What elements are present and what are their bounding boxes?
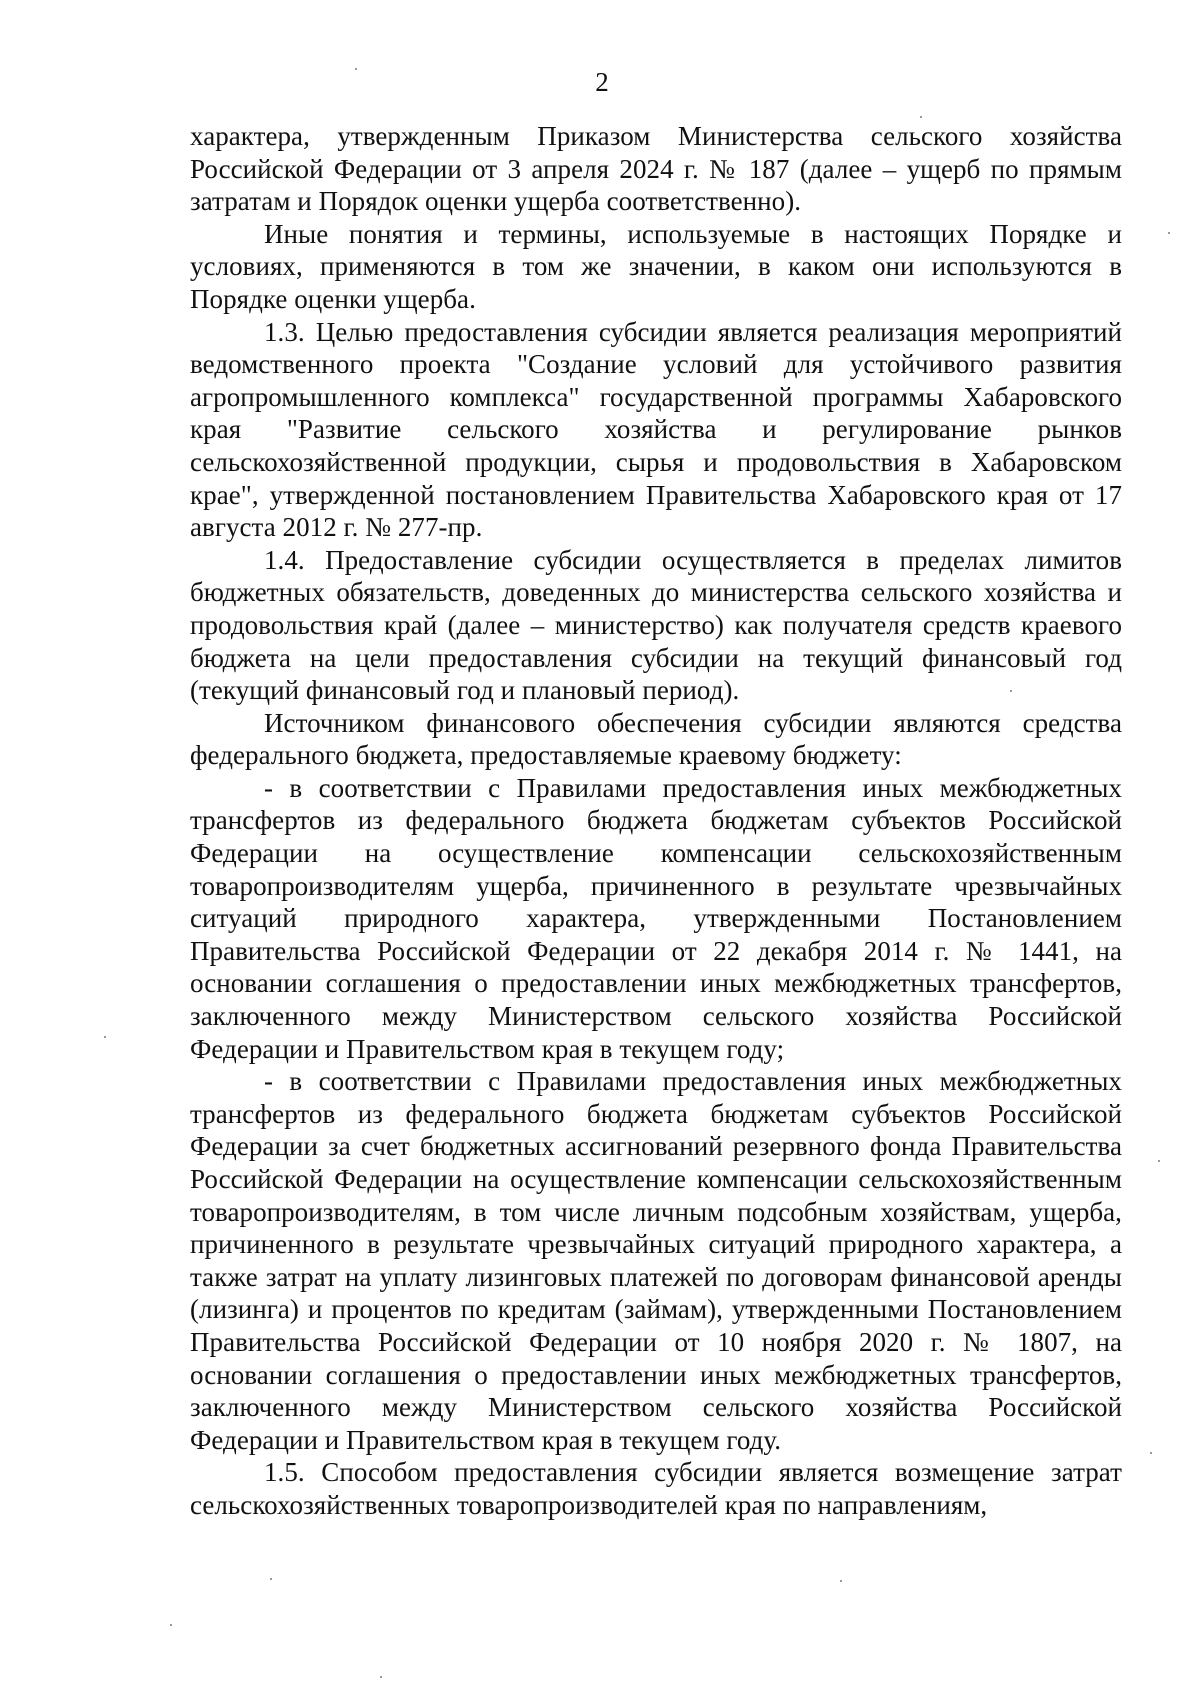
paragraph-funding-item-2: - в соответствии с Правилами предоставления иных межбюджетных трансфертов из федерального бюджета бюджетам субъектов Российской Федерации за счет бюджетных ассигнований резервного фонда Правительства Российской Федерации на осуществление компенсации сельскохозяйственным товаропроизводителям, в том числе личным подсобным хозяйствам, ущерба, причиненного в результате чрезвычайных ситуаций природного характера, а также затрат на уплату лизинговых платежей по договорам финансовой аренды (лизинга) и процентов по кредитам (займам), утвержденными Постановлением Правительства Российской Федерации от 10 ноября 2020 г. № 1807, на основании соглашения о предоставлении иных межбюджетных трансфертов, заключенного между Министерством сельского хозяйства Российской Федерации и Правительством края в текущем году. — [190, 1066, 1122, 1455]
scan-speck — [270, 1578, 272, 1580]
paragraph-funding-source: Источником финансового обеспечения субсидии являются средства федерального бюджета, предоставляемые краевому бюджету: — [190, 707, 1122, 771]
paragraph-1-5-method: 1.5. Способом предоставления субсидии является возмещение затрат сельскохозяйственных товаропроизводителей края по направлениям, — [190, 1457, 1122, 1520]
document-body — [190, 120, 1122, 1522]
scan-speck — [840, 1580, 842, 1582]
scan-speck — [355, 68, 357, 70]
scan-speck — [920, 116, 922, 118]
paragraph-other-terms: Иные понятия и термины, используемые в настоящих Порядке и условиях, применяются в том же значении, в каком они используются в Порядке оценки ущерба. — [190, 218, 1122, 314]
scan-speck — [1158, 1160, 1160, 1162]
scan-speck — [1168, 232, 1170, 234]
scan-speck — [1010, 690, 1012, 692]
scan-speck — [380, 1676, 382, 1678]
paragraph-damage-definition: характера, утвержденным Приказом Министерства сельского хозяйства Российской Федерации от 3 апреля 2024 г. № 187 (далее – ущерб по прямым затратам и Порядок оценки ущерба соответственно). — [190, 121, 1122, 217]
scan-speck — [104, 1036, 106, 1038]
paragraph-funding-item-1: - в соответствии с Правилами предоставления иных межбюджетных трансфертов из федерального бюджета бюджетам субъектов Российской Федерации на осуществление компенсации сельскохозяйственным товаропроизводителям ущерба, причиненного в результате чрезвычайных ситуаций природного характера, утвержденными Постановлением Правительства Российской Федерации от 22 декабря 2014 г. № 1441, на основании соглашения о предоставлении иных межбюджетных трансфертов, заключенного между Министерством сельского хозяйства Российской Федерации и Правительством края в текущем году; — [190, 772, 1122, 1064]
page-number: 2 — [595, 67, 609, 97]
paragraph-1-3-purpose: 1.3. Целью предоставления субсидии является реализация мероприятий ведомственного проекта "Создание условий для устойчивого развития агропромышленного комплекса" государственной программы Хабаровского края "Развитие сельского хозяйства и регулирование рынков сельскохозяйственной продукции, сырья и продовольствия в Хабаровском крае", утвержденной постановлением Правительства Хабаровского края от 17 августа 2012 г. № 277-пр. — [190, 316, 1122, 543]
paragraph-1-4-limits: 1.4. Предоставление субсидии осуществляется в пределах лимитов бюджетных обязательств, доведенных до министерства сельского хозяйства и продовольствия край (далее – министерство) как получателя средств краевого бюджета на цели предоставления субсидии на текущий финансовый год (текущий финансовый год и плановый период). — [190, 544, 1122, 706]
scan-speck — [1150, 1452, 1152, 1454]
scan-speck — [170, 1624, 172, 1626]
